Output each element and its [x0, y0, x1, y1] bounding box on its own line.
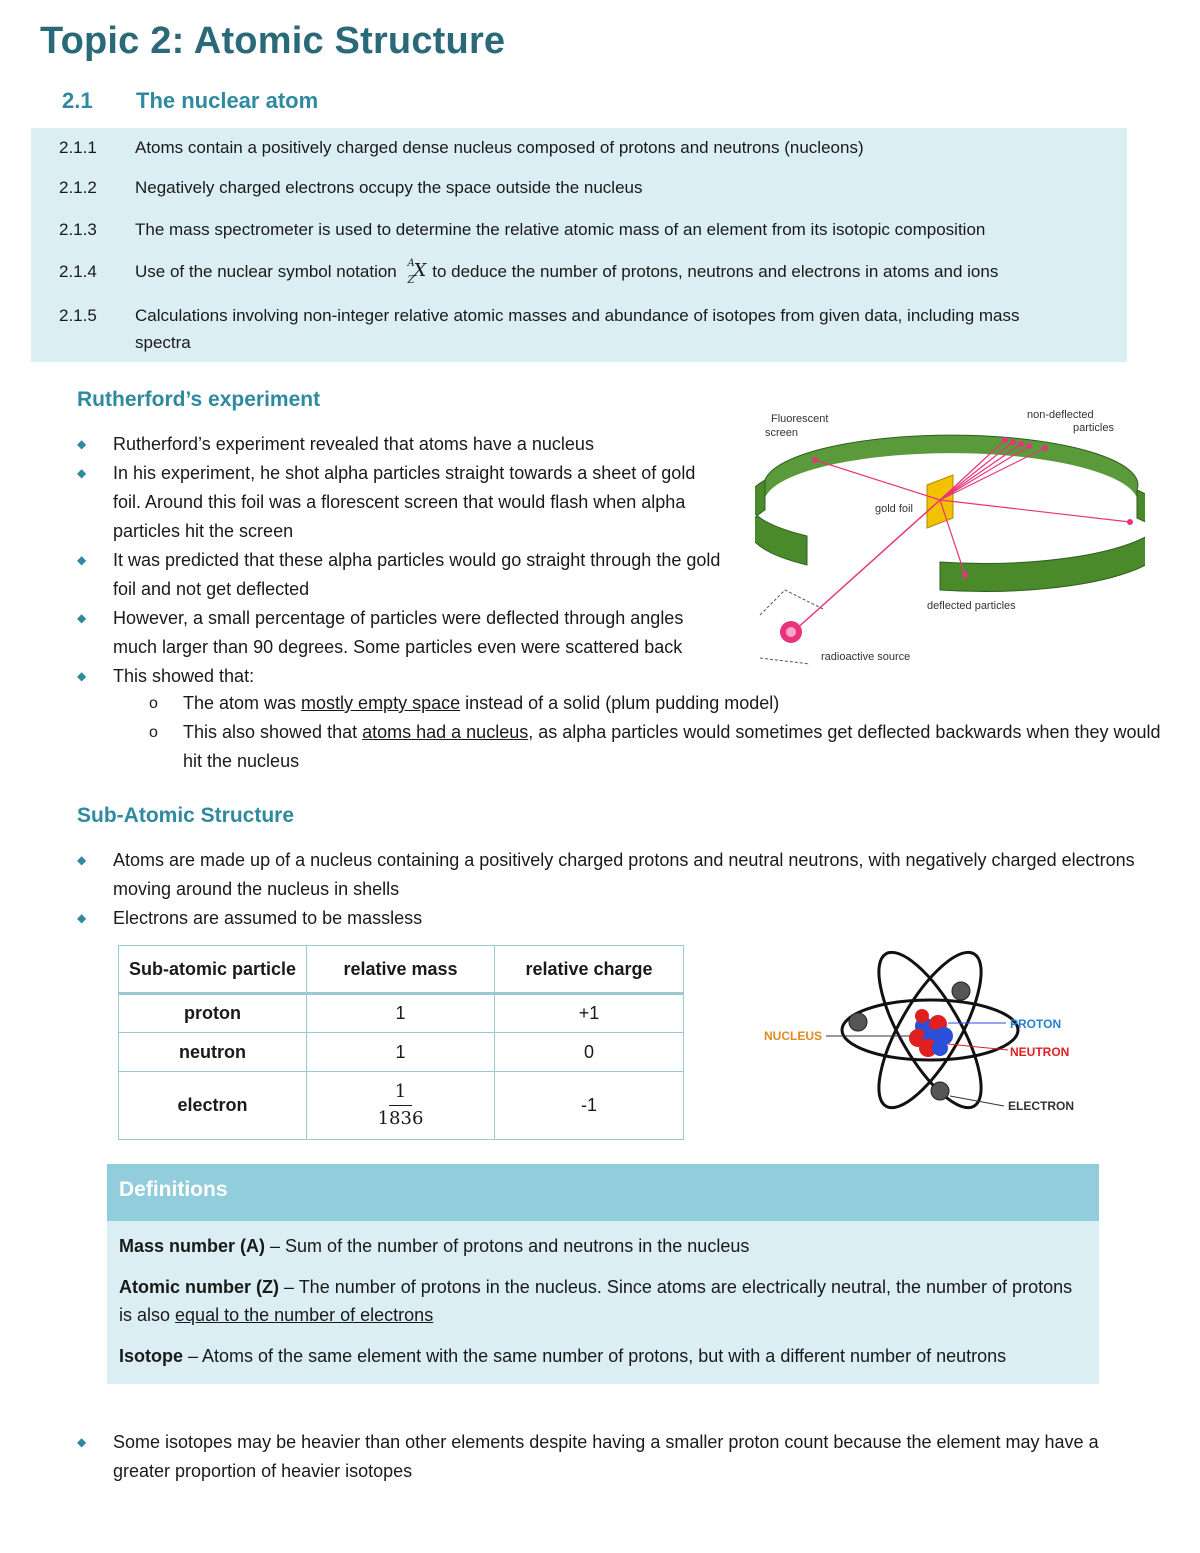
definition-text: – The number of protons in the nucleus. Since atoms are electrically neutral, the number of protons is also [119, 1277, 1073, 1325]
rutherford-list [77, 430, 727, 691]
non-deflected-label-1: non-deflected [1027, 409, 1094, 421]
definition-term: Mass number (A) [119, 1236, 266, 1256]
column-header: relative charge [495, 946, 684, 994]
atom-diagram [760, 938, 1090, 1128]
fraction-denominator: 1836 [377, 1108, 424, 1129]
list-item [77, 546, 727, 604]
bullet-icon: ◆ [77, 669, 87, 683]
sub-text: , as alpha particles would sometimes get deflected backwards when they would hit the nucleus [183, 722, 1161, 771]
electron [931, 1082, 949, 1100]
list-item-text: However, a small percentage of particles were deflected through angles much larger than 90 degrees. Some particles even were scattered back [113, 608, 684, 657]
bullet-icon: ◆ [77, 911, 87, 925]
syllabus-code: 2.1.1 [59, 138, 97, 157]
section-heading [62, 88, 318, 114]
table-header-row [119, 946, 684, 994]
relative-mass: 1 [307, 994, 495, 1033]
particle-table [118, 945, 684, 1140]
definition-isotope [119, 1342, 1079, 1370]
column-header: relative mass [307, 946, 495, 994]
syllabus-text: Calculations involving non-integer relative atomic masses and abundance of isotopes from given data, including mass spectra [135, 306, 1020, 352]
syllabus-text-after: to deduce the number of protons, neutrons and electrons in atoms and ions [432, 262, 999, 281]
list-item [77, 604, 727, 662]
mass-number-symbol: A [407, 258, 415, 269]
relative-mass: 1 [307, 1033, 495, 1072]
definition-mass-number [119, 1232, 1079, 1260]
syllabus-text-before: Use of the nuclear symbol notation [135, 262, 397, 281]
sub-text: The atom was [183, 693, 302, 713]
particle-name: neutron [119, 1033, 307, 1072]
syllabus-code: 2.1.5 [59, 306, 97, 325]
rutherford-sublist [77, 689, 1167, 776]
list-item-text: Electrons are assumed to be massless [113, 908, 423, 928]
definitions-heading: Definitions [107, 1164, 1099, 1221]
electron [849, 1013, 867, 1031]
atomic-number-symbol: Z [407, 275, 415, 286]
list-item-text: It was predicted that these alpha particles would go straight through the gold foil and not get deflected [113, 550, 721, 599]
section-number: 2.1 [62, 88, 93, 113]
list-item-text: Some isotopes may be heavier than other elements despite having a smaller proton count because the element may have a greater proportion of heavier isotopes [113, 1432, 1099, 1481]
list-item [77, 459, 727, 546]
nuclear-symbol [402, 258, 428, 286]
relative-charge: +1 [495, 994, 684, 1033]
list-item [77, 662, 727, 691]
element-symbol: X [413, 260, 427, 281]
sub-list-item [77, 718, 1167, 776]
screen-front-left [755, 480, 807, 565]
syllabus-text: The mass spectrometer is used to determine the relative atomic mass of an element from its isotopic composition [135, 220, 986, 239]
nucleus-label: NUCLEUS [764, 1029, 823, 1043]
proton-label: PROTON [1010, 1017, 1062, 1031]
subatomic-list [77, 846, 1157, 933]
electron [952, 982, 970, 1000]
definition-atomic-number [119, 1273, 1079, 1329]
definition-term: Atomic number (Z) [119, 1277, 279, 1297]
fluorescent-screen-label-1: Fluorescent [771, 413, 829, 425]
neutron-label: NEUTRON [1010, 1045, 1070, 1059]
bullet-icon: ◆ [77, 853, 87, 867]
bullet-icon: ◆ [77, 466, 87, 480]
fluorescent-screen-label-2: screen [765, 427, 799, 439]
bullet-icon: ◆ [77, 1435, 87, 1449]
page-title: Topic 2: Atomic Structure [40, 20, 506, 62]
sub-list-item [77, 689, 1167, 718]
deflected-particles-label: deflected particles [927, 600, 1016, 612]
relative-charge: 0 [495, 1033, 684, 1072]
electron-label: ELECTRON [1008, 1099, 1074, 1113]
syllabus-code: 2.1.2 [59, 178, 97, 197]
non-deflected-label-2: particles [1073, 422, 1114, 434]
list-item [77, 846, 1157, 904]
definition-term: Isotope [119, 1346, 184, 1366]
section-name: The nuclear atom [136, 88, 319, 113]
relative-mass [307, 1072, 495, 1140]
fraction [378, 1081, 424, 1130]
subatomic-heading: Sub-Atomic Structure [77, 804, 295, 827]
sub-bullet-icon: o [149, 695, 158, 712]
table-row [119, 1072, 684, 1140]
list-item-text: Rutherford’s experiment revealed that atoms have a nucleus [113, 434, 594, 454]
syllabus-text: Negatively charged electrons occupy the space outside the nucleus [135, 178, 643, 197]
bullet-icon: ◆ [77, 611, 87, 625]
list-item [77, 1428, 1157, 1486]
table-row [119, 994, 684, 1033]
rutherford-heading: Rutherford’s experiment [77, 388, 321, 411]
syllabus-box [31, 128, 1127, 362]
nucleus [909, 1009, 953, 1057]
closing-list [77, 1428, 1157, 1486]
table-row [119, 1033, 684, 1072]
sub-text-underlined: atoms had a nucleus [362, 722, 529, 742]
bullet-icon: ◆ [77, 437, 87, 451]
sub-bullet-icon: o [149, 724, 158, 741]
column-header: Sub-atomic particle [119, 946, 307, 994]
definition-text: – Atoms of the same element with the same number of protons, but with a different number of neutrons [183, 1346, 1007, 1366]
list-item-text: Atoms are made up of a nucleus containing a positively charged protons and neutral neutrons, with negatively charged electrons moving around the nucleus in shells [113, 850, 1135, 899]
syllabus-code: 2.1.3 [59, 220, 97, 239]
list-item-text: In his experiment, he shot alpha particles straight towards a sheet of gold foil. Around this foil was a florescent screen that would flash when alpha particles hit the screen [113, 463, 696, 541]
list-item [77, 430, 727, 459]
syllabus-text [135, 258, 1095, 285]
particle-name: electron [119, 1072, 307, 1140]
radioactive-source-label: radioactive source [821, 651, 911, 663]
screen-front-right [940, 490, 1145, 591]
sub-text: This also showed that [183, 722, 363, 742]
definition-text: – Sum of the number of protons and neutrons in the nucleus [265, 1236, 750, 1256]
definition-text-underlined: equal to the number of electrons [175, 1305, 434, 1325]
syllabus-text: Atoms contain a positively charged dense nucleus composed of protons and neutrons (nucleons) [135, 138, 864, 157]
definitions-box [107, 1164, 1099, 1384]
bullet-icon: ◆ [77, 553, 87, 567]
sub-text: instead of a solid (plum pudding model) [460, 693, 780, 713]
rutherford-diagram [755, 400, 1145, 675]
syllabus-code: 2.1.4 [59, 262, 97, 281]
list-item [77, 904, 1157, 933]
fraction-numerator: 1 [389, 1081, 412, 1106]
particle-name: proton [119, 994, 307, 1033]
sub-text-underlined: mostly empty space [301, 693, 461, 713]
relative-charge: -1 [495, 1072, 684, 1140]
gold-foil-label: gold foil [875, 503, 913, 515]
list-item-text: This showed that: [113, 666, 255, 686]
